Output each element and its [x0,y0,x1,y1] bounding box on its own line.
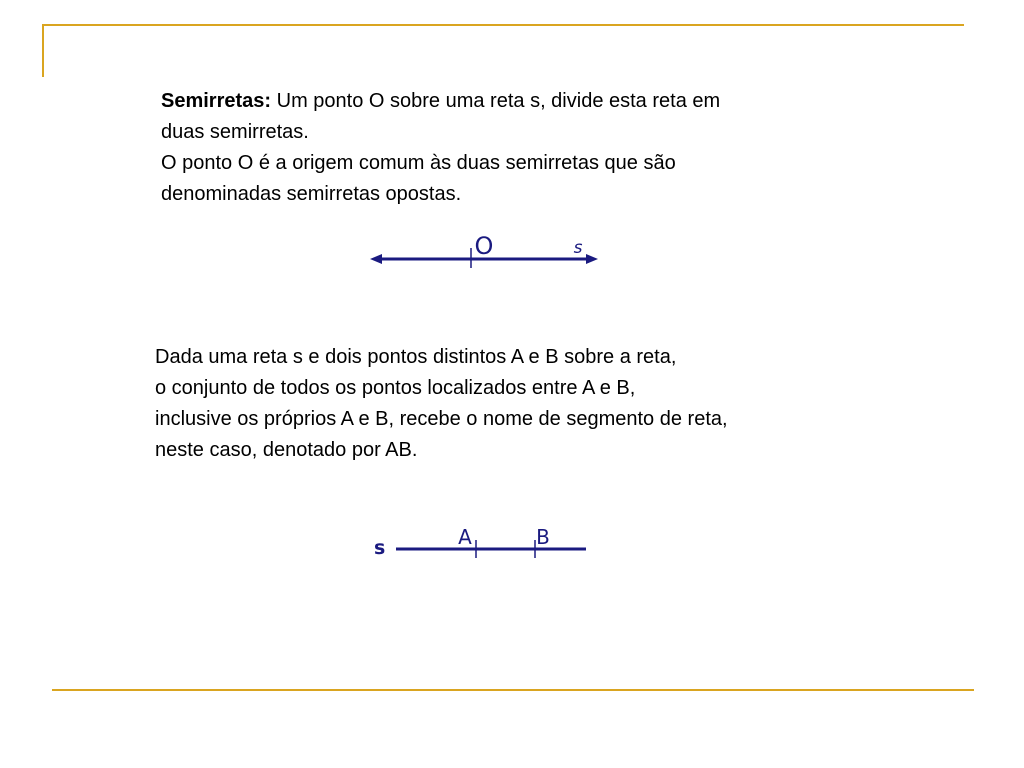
definition-line-3: O ponto O é a origem comum às duas semirretas que são [161,152,676,174]
definition-line-1 [161,86,720,117]
line-s-label: s [374,537,386,559]
point-a-label: A [458,525,472,549]
segment-definition [155,342,728,466]
definition-line-2: duas semirretas. [161,121,309,143]
right-arrowhead [586,254,598,264]
left-arrowhead [370,254,382,264]
line-s-label: s [573,238,583,258]
semirretas-definition [161,86,720,210]
left-accent-rule [42,24,44,77]
point-o-label: O [474,232,494,260]
segment-line-3: inclusive os próprios A e B, recebe o nome de segmento de reta, [155,408,728,430]
definition-line-1-text: Um ponto O sobre uma reta s, divide esta reta em [271,90,721,112]
segment-ab-figure [372,520,592,562]
top-accent-rule [42,24,964,26]
definition-term: Semirretas: [161,90,272,112]
bottom-accent-rule [52,689,974,691]
point-b-label: B [536,525,550,549]
definition-line-4: denominadas semirretas opostas. [161,183,462,205]
opposite-rays-figure [368,230,600,272]
segment-line-1: Dada uma reta s e dois pontos distintos A e B sobre a reta, [155,346,677,368]
segment-line-4: neste caso, denotado por AB. [155,439,418,461]
segment-line-2: o conjunto de todos os pontos localizados entre A e B, [155,377,636,399]
